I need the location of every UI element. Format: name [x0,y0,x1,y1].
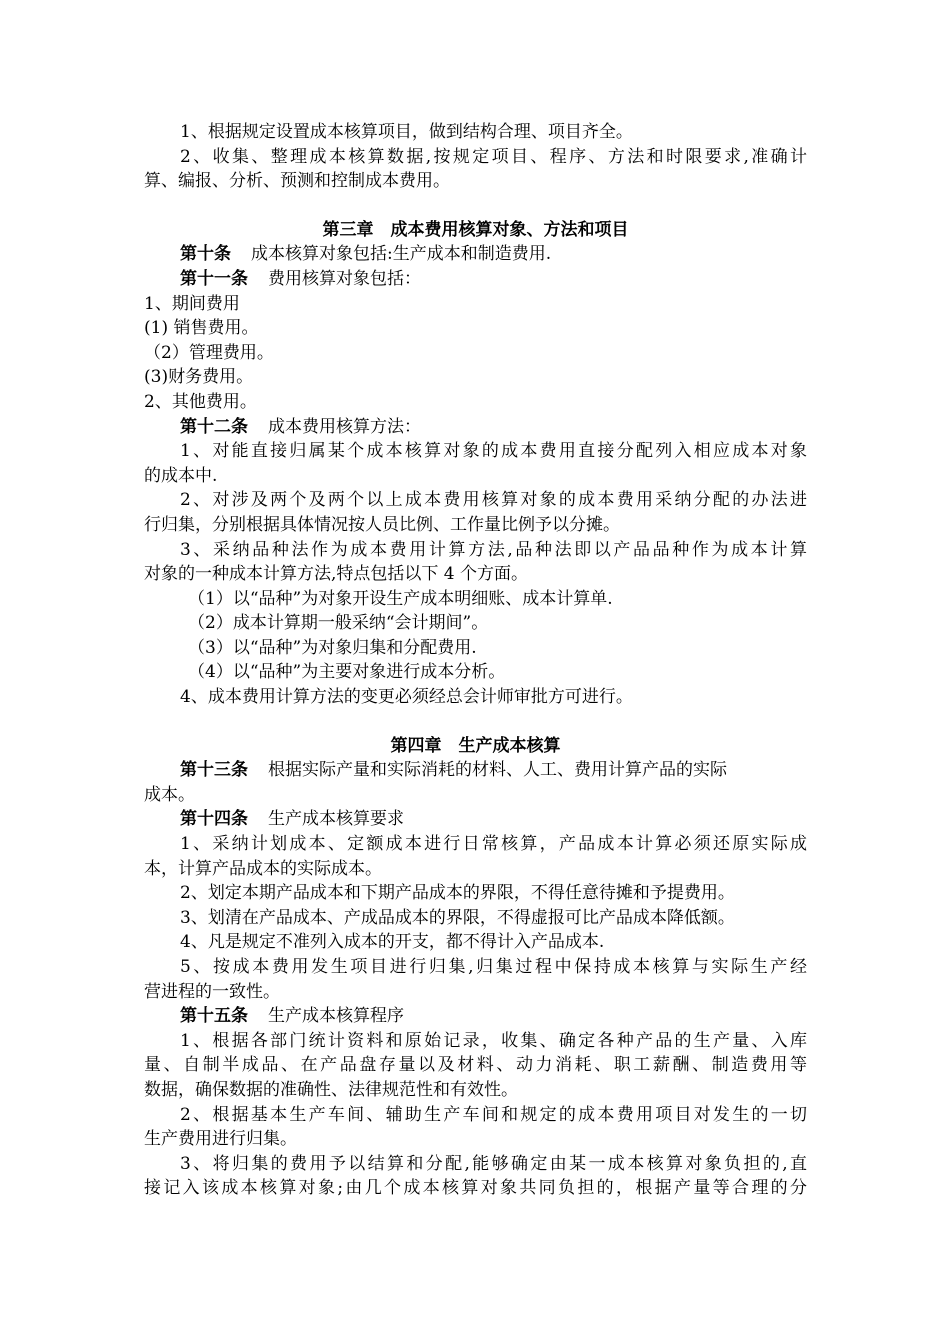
paragraph: 1、采纳计划成本、定额成本进行日常核算，产品成本计算必须还原实际成 [180,834,807,855]
paragraph: 对象的一种成本计算方法,特点包括以下 4 个方面。 [144,564,529,585]
list-item: （1）以“品种”为对象开设生产成本明细账、成本计算单. [188,588,613,609]
article-label: 第十三条 [180,760,248,781]
list-item: (1) 销售费用。 [144,318,259,339]
list-item: （4）以“品种”为主要对象进行成本分析。 [188,662,506,683]
article-label: 第十条 [180,244,231,265]
list-item: (3)财务费用。 [144,367,254,388]
paragraph: 本，计算产品成本的实际成本。 [144,858,382,879]
paragraph: 成本。 [144,784,195,805]
article-text: 成本费用核算方法： [268,416,421,437]
article-text: 成本核算对象包括:生产成本和制造费用. [251,244,552,265]
article [144,1004,807,1029]
article-label: 第十一条 [180,268,248,289]
paragraph: 2、划定本期产品成本和下期产品成本的界限，不得任意待摊和予提费用。 [180,883,735,904]
list-item: 2、其他费用。 [144,391,257,412]
article-label: 第十五条 [180,1006,248,1027]
paragraph: 1、根据各部门统计资料和原始记录，收集、确定各种产品的生产量、入库 [180,1030,807,1051]
article-label: 第十四条 [180,809,248,830]
article-text: 生产成本核算程序 [268,1006,404,1027]
article-label: 第十二条 [180,416,248,437]
article [144,758,807,783]
article [144,415,807,440]
paragraph: 1、根据规定设置成本核算项目，做到结构合理、项目齐全。 [180,122,633,142]
article-text: 费用核算对象包括： [268,268,421,289]
chapter-heading: 第四章 生产成本核算 [390,735,561,756]
paragraph: 3、将归集的费用予以结算和分配,能够确定由某一成本核算对象负担的,直 [180,1153,807,1174]
paragraph: 接记入该成本核算对象;由几个成本核算对象共同负担的，根据产量等合理的分 [144,1178,807,1199]
paragraph: 3、采纳品种法作为成本费用计算方法,品种法即以产品品种作为成本计算 [180,539,807,560]
article [144,267,807,292]
list-item: 1、期间费用 [144,293,240,314]
paragraph: 2、收集、整理成本核算数据,按规定项目、程序、方法和时限要求,准确计 [180,146,807,167]
paragraph: 4、凡是规定不准列入成本的开支，都不得计入产品成本. [180,932,605,953]
paragraph: 数据，确保数据的准确性、法律规范性和有效性。 [144,1079,518,1100]
list-item: （2）成本计算期一般采纳“会计期间”。 [188,613,489,634]
paragraph: 2、对涉及两个及两个以上成本费用核算对象的成本费用采纳分配的办法进 [180,490,807,511]
paragraph: 营进程的一致性。 [144,981,280,1002]
paragraph: 4、成本费用计算方法的变更必须经总会计师审批方可进行。 [180,687,633,708]
article-text: 根据实际产量和实际消耗的材料、人工、费用计算产品的实际 [268,760,727,781]
paragraph: 量、自制半成品、在产品盘存量以及材料、动力消耗、职工薪酬、制造费用等 [144,1055,807,1076]
paragraph: 3、划清在产品成本、产成品成本的界限，不得虚报可比产品成本降低额。 [180,907,735,928]
article-text: 生产成本核算要求 [268,809,404,830]
paragraph: 的成本中. [144,465,218,486]
paragraph: 2、根据基本生产车间、辅助生产车间和规定的成本费用项目对发生的一切 [180,1104,807,1125]
chapter-heading: 第三章 成本费用核算对象、方法和项目 [322,219,629,240]
paragraph: 算、编报、分析、预测和控制成本费用。 [144,171,450,192]
list-item: （3）以“品种”为对象归集和分配费用. [188,637,477,658]
article [144,242,807,267]
paragraph: 行归集，分别根据具体情况按人员比例、工作量比例予以分摊。 [144,514,620,535]
paragraph: 1、对能直接归属某个成本核算对象的成本费用直接分配列入相应成本对象 [180,441,807,462]
paragraph: 5、按成本费用发生项目进行归集,归集过程中保持成本核算与实际生产经 [180,957,807,977]
list-item: （2）管理费用。 [144,342,274,363]
document-page [144,120,807,1201]
article [144,807,807,832]
paragraph: 生产费用进行归集。 [144,1129,297,1150]
